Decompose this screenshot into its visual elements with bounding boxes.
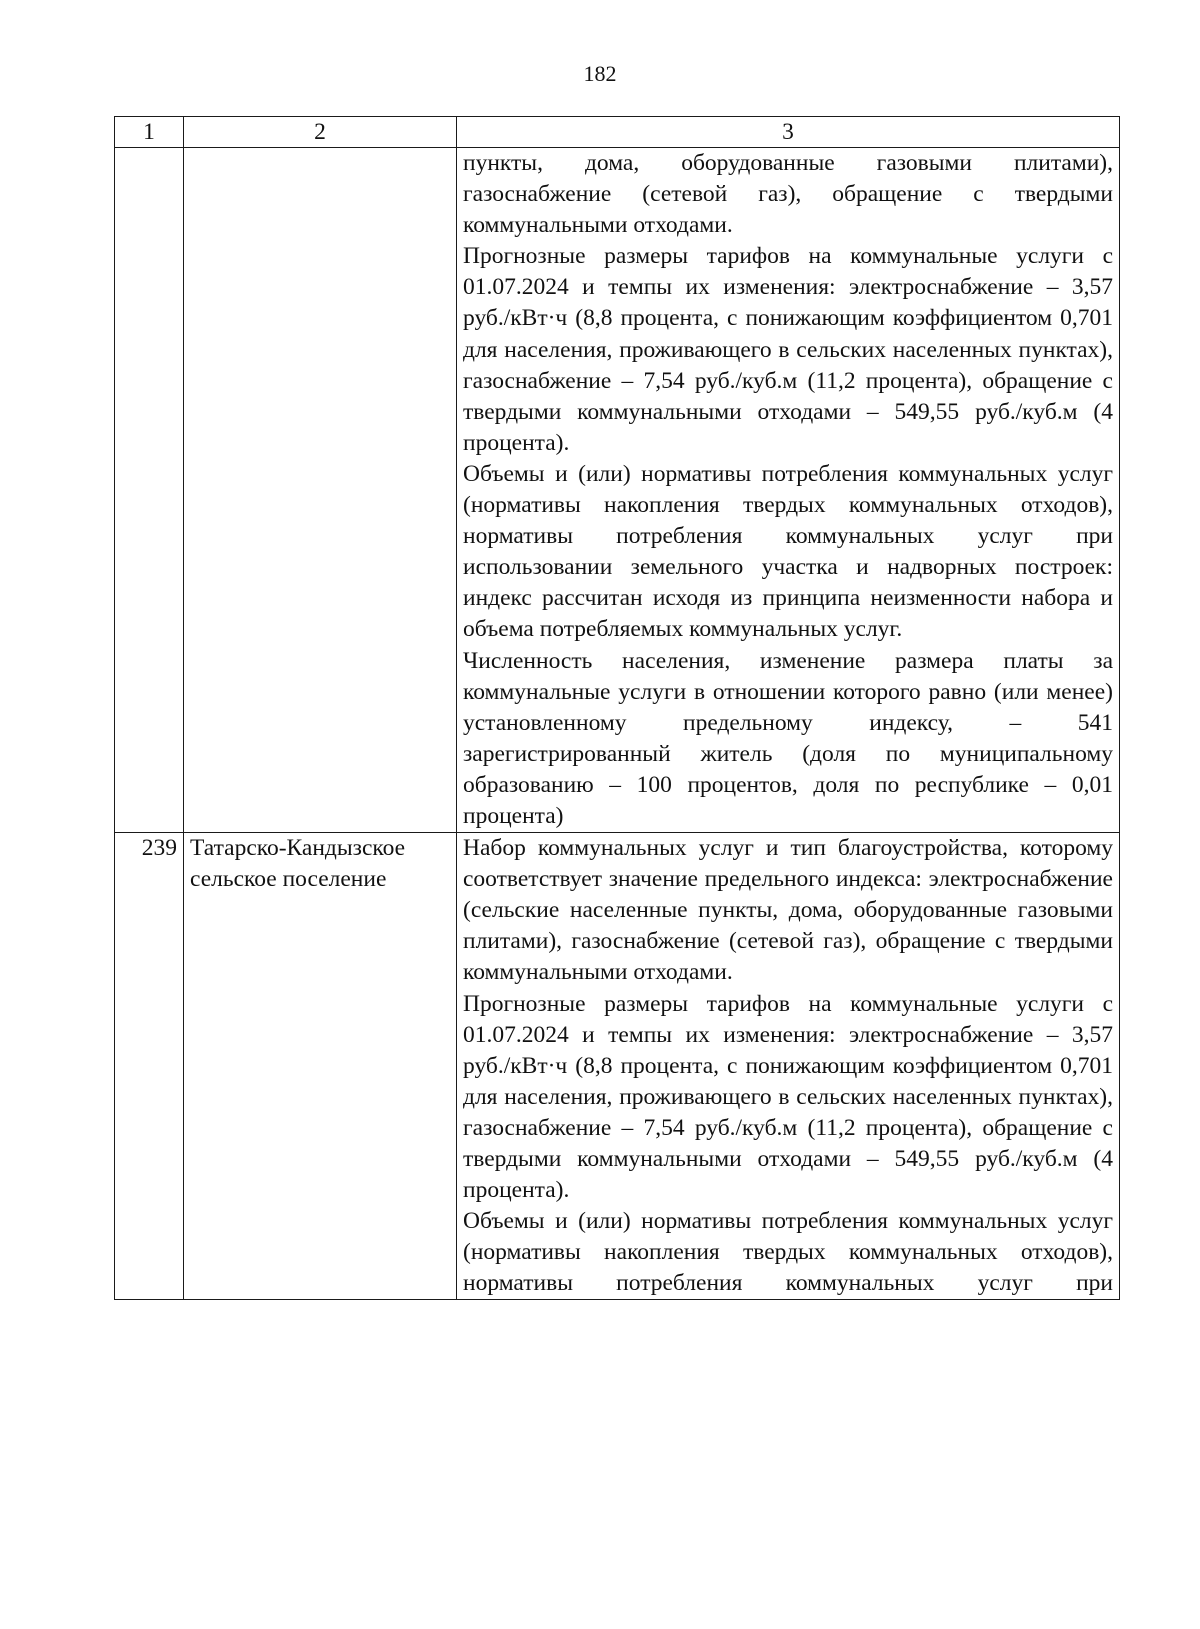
- description-paragraph: Численность населения, изменение размера платы за коммунальные услуги в отношении которого равно (или менее) установленному предельному индексу, – 541 зарегистрированный житель (доля по муниципальному образованию – 100 процентов, доля по республике – 0,01 процента): [463, 647, 1113, 829]
- row-number: [115, 148, 184, 833]
- header-col-2: 2: [184, 117, 457, 148]
- description-paragraph: Объемы и (или) нормативы потребления коммунальных услуг (нормативы накопления твердых коммунальных отходов), нормативы потребления коммунальных услуг при использовании земельного участка и надворных построек: индекс рассчитан исходя из принципа неизменности набора и объема потребляемых коммунальных услуг.: [463, 460, 1113, 643]
- description-paragraph: пункты, дома, оборудованные газовыми плитами), газоснабжение (сетевой газ), обращение с твердыми коммунальными отходами.: [463, 150, 1113, 239]
- row-municipality-name: Татарско-Кандызское сельское поселение: [184, 833, 457, 1300]
- row-municipality-name: [184, 148, 457, 833]
- description-paragraph: Прогнозные размеры тарифов на коммунальные услуги с 01.07.2024 и темпы их изменения: электроснабжение – 3,57 руб./кВт·ч (8,8 процента, с понижающим коэффициентом 0,701 для населения, проживающего в сельских населенных пунктах), газоснабжение – 7,54 руб./куб.м (11,2 процента), обращение с твердыми коммунальными отходами – 549,55 руб./куб.м (4 процента).: [463, 990, 1113, 1204]
- header-col-3: 3: [457, 117, 1120, 148]
- description-paragraph: Объемы и (или) нормативы потребления коммунальных услуг (нормативы накопления твердых коммунальных отходов), нормативы потребления коммунальных услуг при: [463, 1208, 1113, 1297]
- page-number: 182: [583, 61, 617, 86]
- table-row: [115, 833, 1120, 1300]
- row-description: [457, 148, 1120, 833]
- header-col-1: 1: [115, 117, 184, 148]
- description-paragraph: Набор коммунальных услуг и тип благоустройства, которому соответствует значение предельного индекса: электроснабжение (сельские населенные пункты, дома, оборудованные газовыми плитами), газоснабжение (сетевой газ), обращение с твердыми коммунальными отходами.: [463, 835, 1113, 986]
- description-paragraph: Прогнозные размеры тарифов на коммунальные услуги с 01.07.2024 и темпы их изменения: электроснабжение – 3,57 руб./кВт·ч (8,8 процента, с понижающим коэффициентом 0,701 для населения, проживающего в сельских населенных пунктах), газоснабжение – 7,54 руб./куб.м (11,2 процента), обращение с твердыми коммунальными отходами – 549,55 руб./куб.м (4 процента).: [463, 243, 1113, 456]
- tariff-table: [114, 116, 1120, 1300]
- row-number: 239: [115, 833, 184, 1300]
- table-row: [115, 148, 1120, 833]
- table-header-row: [115, 117, 1120, 148]
- row-description: [457, 833, 1120, 1300]
